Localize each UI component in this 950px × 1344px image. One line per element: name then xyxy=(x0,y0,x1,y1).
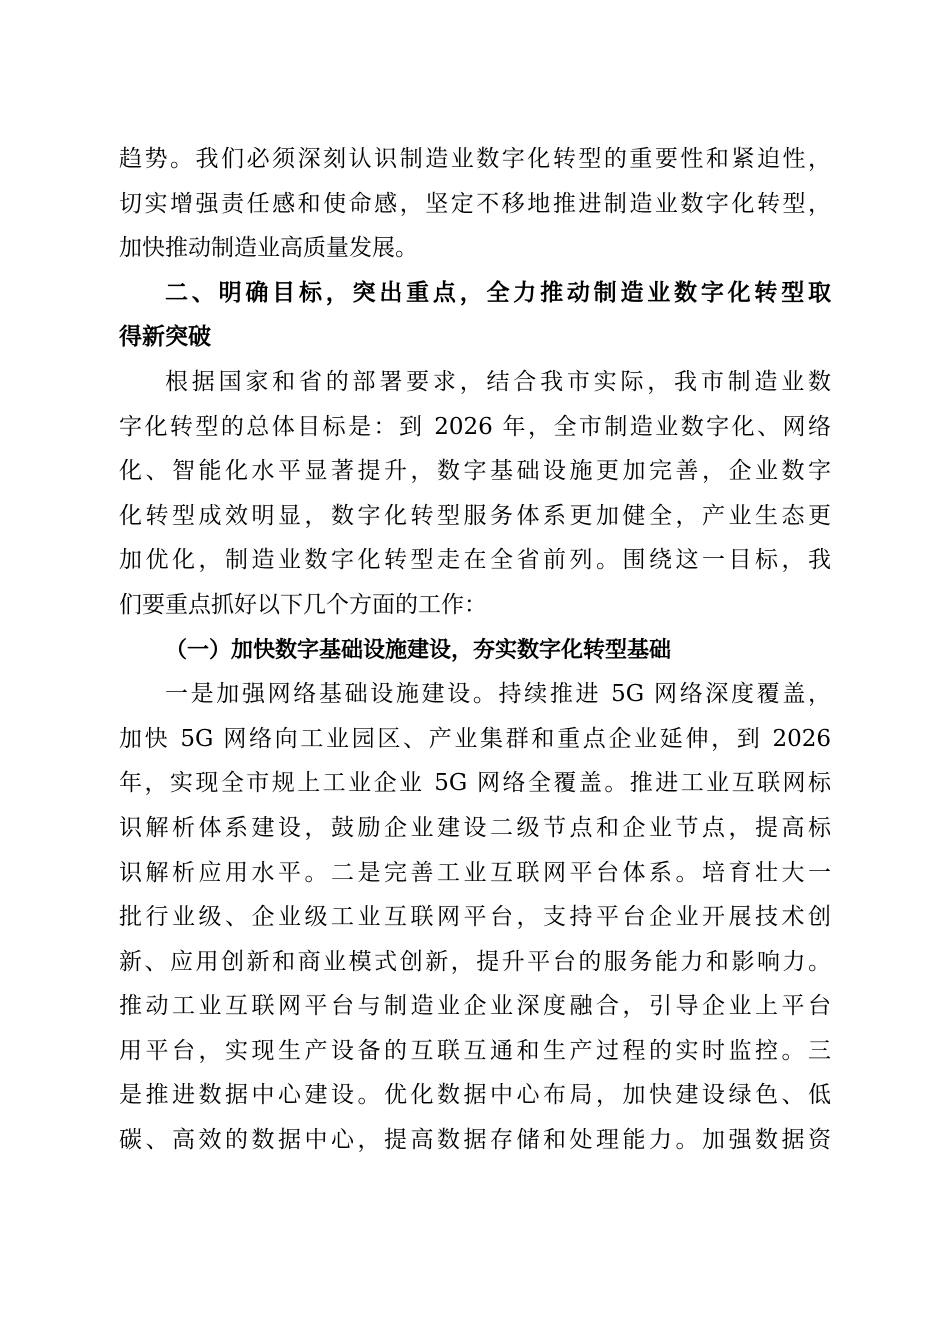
section-heading: 二、明确目标，突出重点，全力推动制造业数字化转型取 xyxy=(165,279,831,306)
body-line: 化转型成效明显，数字化转型服务体系更加健全，产业生态更 xyxy=(119,502,831,529)
section-heading: 得新突破 xyxy=(119,324,211,351)
body-line: 年，实现全市规上工业企业 5G 网络全覆盖。推进工业互联网标 xyxy=(119,770,831,797)
body-line: 加快 5G 网络向工业园区、产业集群和重点企业延伸，到 2026 xyxy=(119,725,831,752)
body-line: 识解析体系建设，鼓励企业建设二级节点和企业节点，提高标 xyxy=(119,814,831,841)
body-line: 推动工业互联网平台与制造业企业深度融合，引导企业上平台 xyxy=(119,993,831,1020)
body-line: 化、智能化水平显著提升，数字基础设施更加完善，企业数字 xyxy=(119,458,831,485)
body-line: 是推进数据中心建设。优化数据中心布局，加快建设绿色、低 xyxy=(119,1082,831,1109)
body-line: 切实增强责任感和使命感，坚定不移地推进制造业数字化转型， xyxy=(119,190,831,217)
body-line: 加快推动制造业高质量发展。 xyxy=(119,235,418,262)
body-line: 加优化，制造业数字化转型走在全省前列。围绕这一目标，我 xyxy=(119,547,831,574)
body-line: 批行业级、企业级工业互联网平台，支持平台企业开展技术创 xyxy=(119,904,831,931)
body-line: 趋势。我们必须深刻认识制造业数字化转型的重要性和紧迫性， xyxy=(119,146,831,172)
body-line: 一是加强网络基础设施建设。持续推进 5G 网络深度覆盖， xyxy=(165,681,831,708)
body-line: 字化转型的总体目标是：到 2026 年，全市制造业数字化、网络 xyxy=(119,413,831,440)
body-line: 们要重点抓好以下几个方面的工作： xyxy=(119,591,487,618)
body-line: 碳、高效的数据中心，提高数据存储和处理能力。加强数据资 xyxy=(119,1127,831,1154)
body-line: 根据国家和省的部署要求，结合我市实际，我市制造业数 xyxy=(165,368,831,395)
body-line: 用平台，实现生产设备的互联互通和生产过程的实时监控。三 xyxy=(119,1037,831,1064)
body-line: 新、应用创新和商业模式创新，提升平台的服务能力和影响力。 xyxy=(119,948,831,975)
subsection-heading: （一）加快数字基础设施建设，夯实数字化转型基础 xyxy=(165,636,672,663)
body-line: 识解析应用水平。二是完善工业互联网平台体系。培育壮大一 xyxy=(119,859,831,886)
document-page xyxy=(119,137,831,1163)
